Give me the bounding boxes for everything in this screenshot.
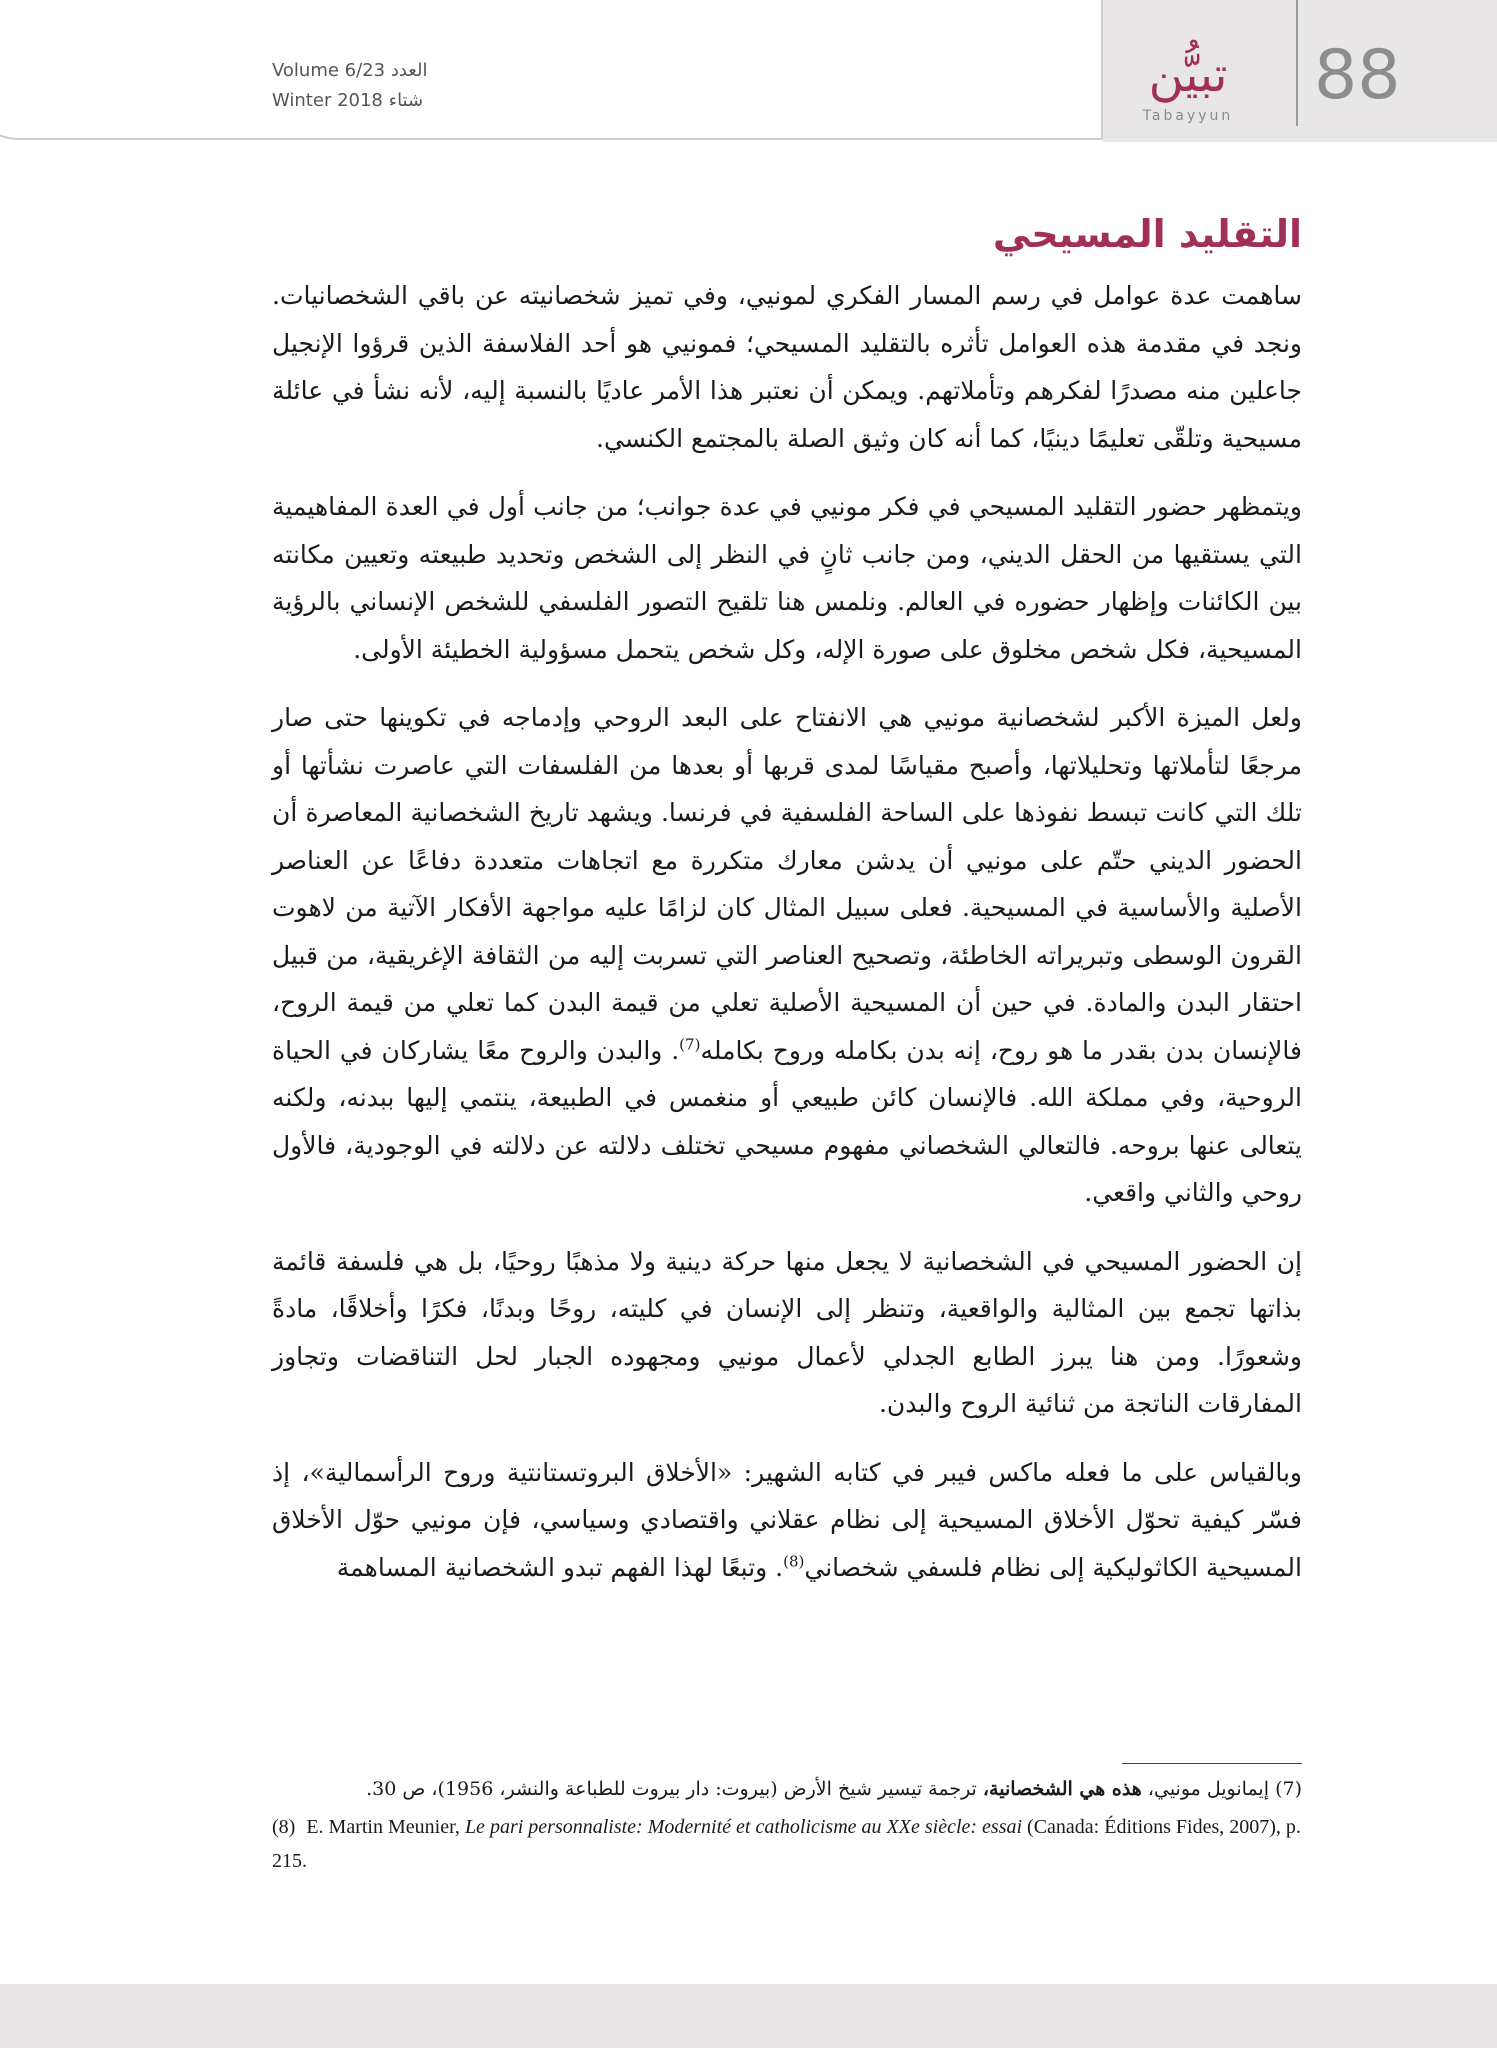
paragraph-1: ساهمت عدة عوامل في رسم المسار الفكري لمونيي، وفي تميز شخصانيته عن باقي الشخصانيات. ونجد في مقدمة هذه العوامل تأثره بالتقليد المسيحي؛ فمونيي هو أحد الفلاسفة الذين قرؤوا الإنجيل جاعلين منه مصدرًا لفكرهم وتأملاتهم. ويمكن أن نعتبر هذا الأمر عاديًا بالنسبة إليه، لأنه نشأ في عائلة مسيحية وتلقّى تعليمًا دينيًا، كما أنه كان وثيق الصلة بالمجتمع الكنسي. <box>272 281 1302 453</box>
paragraph-3 <box>272 694 1302 1217</box>
paragraph-4: إن الحضور المسيحي في الشخصانية لا يجعل منها حركة دينية ولا مذهبًا روحيًا، بل هي فلسفة قائمة بذاتها تجمع بين المثالية والواقعية، وتنظر إلى الإنسان في كليته، روحًا وبدنًا، فكرًا وأخلاقًا، مادةً وشعورًا. ومن هنا يبرز الطابع الجدلي لأعمال مونيي ومجهوده الجبار لحل التناقضات وتجاوز المفارقات الناتجة من ثنائية الروح والبدن. <box>272 1246 1302 1418</box>
header-divider <box>1296 0 1298 126</box>
logo-arabic: تبيُّن <box>1148 47 1228 103</box>
footnote-7-details: ترجمة تيسير شيخ الأرض (بيروت: دار بيروت للطباعة والنشر، 1956)، ص 30. <box>366 1778 977 1800</box>
paragraph-3-part-1: ولعل الميزة الأكبر لشخصانية مونيي هي الانفتاح على البعد الروحي وإدماجه في تكوينها حتى صار مرجعًا لتأملاتها وتحليلاتها، وأصبح مقياسًا لمدى قربها أو بعدها من الفلسفات التي عاصرت نشأتها أو تلك التي كانت تبسط نفوذها على الساحة الفلسفية في فرنسا. ويشهد تاريخ الشخصانية المعاصرة أن الحضور الديني حتّم على مونيي أن يدشن معارك متكررة مع اتجاهات متعددة دفاعًا عن العناصر الأصلية والأساسية في المسيحية. فعلى سبيل المثال كان لزامًا عليه مواجهة الأفكار الآتية من لاهوت القرون الوسطى وتبريراته الخاطئة، وتصحيح العناصر التي تسربت إليه من الثقافة الإغريقية، من قبيل احتقار البدن والمادة. في حين أن المسيحية الأصلية تعلي من قيمة البدن كما تعلي من قيمة الروح، فالإنسان بدن بقدر ما هو روح، إنه بدن بكامله وروح بكامله <box>272 703 1302 1065</box>
paragraph-3-part-2: . والبدن والروح معًا يشاركان في الحياة الروحية، وفي مملكة الله. فالإنسان كائن طبيعي أو منغمس في الطبيعة، ينتمي إليها ببدنه، ولكنه يتعالى عنها بروحه. فالتعالي الشخصاني مفهوم مسيحي تختلف دلالته عن دلالته في الوجودية، فالأول روحي والثاني واقعي. <box>272 1035 1302 1207</box>
footnote-8-author: E. Martin Meunier, <box>306 1816 460 1838</box>
footnote-8-number: (8) <box>272 1816 296 1838</box>
footnote-8 <box>272 1810 1302 1878</box>
journal-logo <box>1128 46 1248 131</box>
article-body <box>272 272 1302 1612</box>
logo-latin: Tabayyun <box>1142 108 1234 124</box>
paragraph-5 <box>272 1449 1302 1592</box>
footnote-7-number: (7) <box>1275 1778 1302 1800</box>
footnote-rule <box>1122 1763 1302 1764</box>
paragraph-2: ويتمظهر حضور التقليد المسيحي في فكر مونيي في عدة جوانب؛ من جانب أول في العدة المفاهيمية التي يستقيها من الحقل الديني، ومن جانب ثانٍ في النظر إلى الشخص وتحديد طبيعته وتعيين مكانته بين الكائنات وإظهار حضوره في العالم. ونلمس هنا تلقيح التصور الفلسفي للشخص الإنساني بالرؤية المسيحية، فكل شخص مخلوق على صورة الإله، وكل شخص يتحمل مسؤولية الخطيئة الأولى. <box>272 492 1302 664</box>
header-card <box>0 0 1103 140</box>
paragraph-5-part-1: وبالقياس على ما فعله ماكس فيبر في كتابه الشهير: «الأخلاق البروتستانتية وروح الرأسمالية»، إذ فسّر كيفية تحوّل الأخلاق المسيحية إلى نظام عقلاني واقتصادي وسياسي، فإن مونيي حوّل الأخلاق المسيحية الكاثوليكية إلى نظام فلسفي شخصاني <box>272 1457 1302 1582</box>
footnote-7-author: إيمانويل مونيي، <box>1147 1778 1270 1800</box>
volume-line: Volume 6/23 العدد <box>272 60 428 81</box>
paragraph-5-part-2: . وتبعًا لهذا الفهم تبدو الشخصانية المساهمة <box>336 1552 784 1582</box>
footnote-8-title: Le pari personnaliste: Modernité et catholicisme au XXe siècle: essai <box>464 1816 1023 1838</box>
footnote-marker-7: (7) <box>679 1035 701 1054</box>
section-title: التقليد المسيحي <box>992 212 1302 256</box>
footnote-7 <box>272 1772 1302 1806</box>
page-number: 88 <box>1314 36 1401 115</box>
footnote-8-details: (Canada: Éditions Fides, 2007), p. 215. <box>272 1816 1301 1872</box>
footnote-marker-8: (8) <box>783 1552 805 1571</box>
footer-band <box>0 1984 1497 2048</box>
season-line: Winter 2018 شتاء <box>272 90 424 111</box>
footnote-7-title: هذه هي الشخصانية، <box>982 1778 1142 1800</box>
issue-info <box>272 56 427 116</box>
